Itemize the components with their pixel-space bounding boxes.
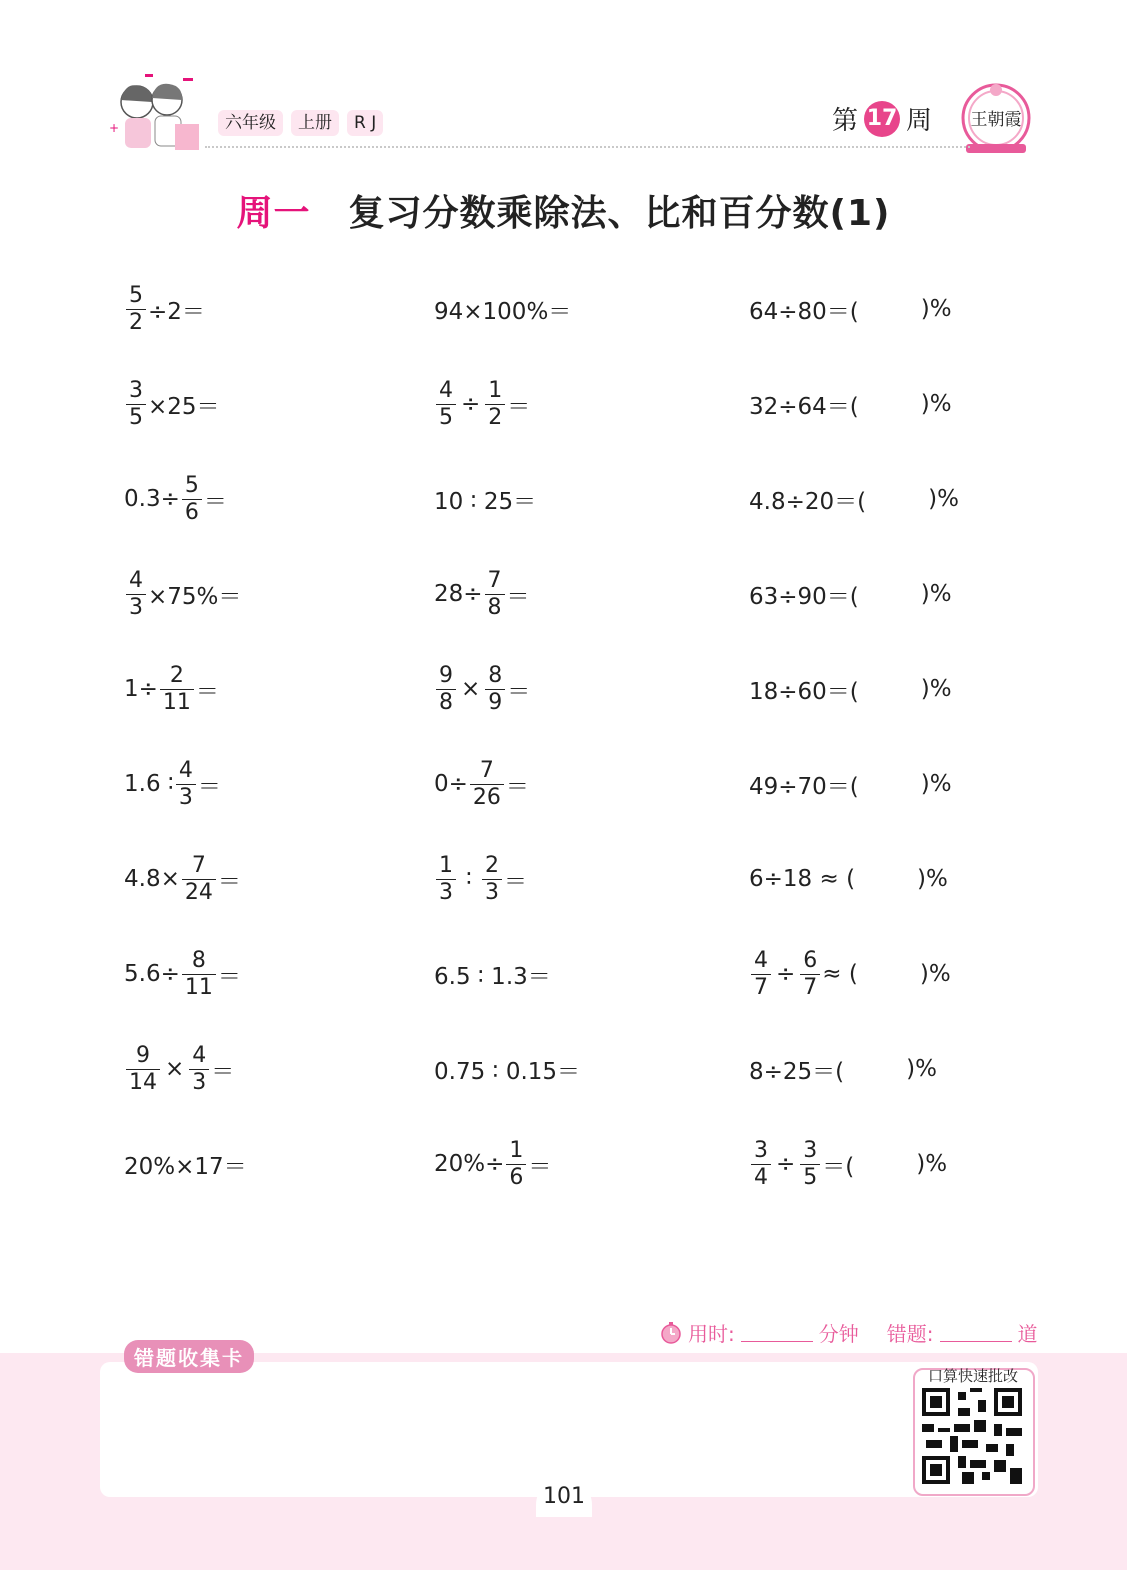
problem-c2-6: 0÷ $\frac{7}{26}$ ＝ (434, 757, 529, 810)
problem-c1-5: 1÷ $\frac{2}{11}$ ＝ (124, 662, 219, 715)
problem-c3-7: 6÷18 ≈ ( )% (749, 866, 948, 892)
qr-label: 口算快速批改 (927, 1367, 1018, 1385)
problem-c1-4: $\frac{4}{3}$ ×75%＝ (124, 559, 241, 629)
fraction: $\frac{4}{3}$ (189, 1043, 209, 1096)
svg-text:+: + (109, 121, 120, 135)
errors-blank[interactable] (940, 1323, 1012, 1342)
fraction: $\frac{7}{26}$ (470, 758, 504, 811)
problem-c1-6: 1.6 ∶ $\frac{4}{3}$ ＝ (124, 757, 221, 810)
stopwatch-icon (660, 1322, 682, 1344)
kids-illustration (105, 72, 205, 157)
edition-tag: R J (347, 110, 383, 136)
fraction: $\frac{4}{3}$ (176, 758, 196, 811)
fraction: $\frac{5}{6}$ (182, 473, 202, 526)
term-tag: 上册 (291, 110, 339, 136)
fraction: $\frac{8}{11}$ (182, 948, 216, 1001)
week-prefix: 第 (832, 106, 859, 136)
problem-c2-1: 94×100%＝ (434, 298, 572, 325)
page-title (0, 185, 1127, 236)
problem-c3-9: 8÷25＝( )% (749, 1056, 937, 1085)
book-tags (218, 110, 383, 136)
errors-unit: 道 (1017, 1322, 1038, 1346)
fraction: $\frac{3}{5}$ (126, 378, 146, 431)
problem-c2-5: $\frac{9}{8}$ × $\frac{8}{9}$ ＝ (434, 654, 530, 724)
fraction: $\frac{4}{5}$ (436, 378, 456, 431)
fraction: $\frac{9}{8}$ (436, 663, 456, 716)
fraction: $\frac{4}{7}$ (751, 948, 771, 1001)
fraction: $\frac{2}{11}$ (160, 663, 194, 716)
qr-code-icon[interactable] (922, 1388, 1022, 1484)
fraction: $\frac{2}{3}$ (482, 853, 502, 906)
fraction: $\frac{1}{2}$ (485, 378, 505, 431)
fraction: $\frac{1}{6}$ (506, 1138, 526, 1191)
problem-c1-8: 5.6÷ $\frac{8}{11}$ ＝ (124, 947, 241, 1000)
timing-record (660, 1318, 1038, 1347)
problem-c3-6: 49÷70＝( )% (749, 771, 952, 800)
topic-label: 复习分数乘除法、比和百分数(1) (348, 193, 891, 234)
problem-c1-7: 4.8× $\frac{7}{24}$ ＝ (124, 852, 241, 905)
problem-c2-3: 10 ∶ 25＝ (434, 488, 537, 515)
problem-c1-9: $\frac{9}{14}$ × $\frac{4}{3}$ ＝ (124, 1034, 234, 1104)
fraction: $\frac{7}{8}$ (485, 568, 505, 621)
problem-c1-2: $\frac{3}{5}$ ×25＝ (124, 369, 220, 439)
problem-c3-8: $\frac{4}{7}$ ÷ $\frac{6}{7}$ ≈ ( )% (749, 939, 951, 1009)
problem-c1-10: 20%×17＝ (124, 1153, 247, 1180)
problem-c3-5: 18÷60＝( )% (749, 676, 952, 705)
problem-c1-1: $\frac{5}{2}$ ÷2＝ (124, 274, 205, 344)
grade-tag: 六年级 (218, 110, 283, 136)
fraction: $\frac{5}{2}$ (126, 283, 146, 336)
time-label: 用时: (688, 1322, 735, 1346)
problem-c1-3: 0.3÷ $\frac{5}{6}$ ＝ (124, 472, 227, 525)
problem-c2-7: $\frac{1}{3}$ ∶ $\frac{2}{3}$ ＝ (434, 844, 527, 914)
week-number: 17 (864, 101, 900, 137)
day-label: 周一 (236, 193, 311, 234)
problem-c2-4: 28÷ $\frac{7}{8}$ ＝ (434, 567, 530, 620)
problem-c2-9: 0.75 ∶ 0.15＝ (434, 1058, 581, 1085)
time-blank[interactable] (741, 1323, 813, 1342)
errors-label: 错题: (886, 1322, 934, 1346)
problem-c2-2: $\frac{4}{5}$ ÷ $\frac{1}{2}$ ＝ (434, 369, 530, 439)
header-divider (205, 146, 970, 148)
problem-c3-1: 64÷80＝( )% (749, 296, 952, 325)
problem-c2-8: 6.5 ∶ 1.3＝ (434, 963, 551, 990)
week-indicator (832, 100, 932, 137)
problem-c3-2: 32÷64＝( )% (749, 391, 952, 420)
error-card-title: 错题收集卡 (124, 1340, 254, 1373)
problem-c2-10: 20%÷ $\frac{1}{6}$ ＝ (434, 1137, 552, 1190)
problem-c3-3: 4.8÷20＝( )% (749, 486, 959, 515)
fraction: $\frac{6}{7}$ (800, 948, 820, 1001)
page-number: 101 (536, 1477, 592, 1517)
fraction: $\frac{4}{3}$ (126, 568, 146, 621)
problem-c3-4: 63÷90＝( )% (749, 581, 952, 610)
fraction: $\frac{1}{3}$ (436, 853, 456, 906)
problem-c3-10: $\frac{3}{4}$ ÷ $\frac{3}{5}$ ＝( )% (749, 1129, 947, 1199)
svg-text:王朝霞: 王朝霞 (970, 110, 1022, 130)
fraction: $\frac{3}{5}$ (800, 1138, 820, 1191)
fraction: $\frac{8}{9}$ (485, 663, 505, 716)
fraction: $\frac{7}{24}$ (182, 853, 216, 906)
brand-seal-logo (960, 78, 1032, 160)
fraction: $\frac{3}{4}$ (751, 1138, 771, 1191)
fraction: $\frac{9}{14}$ (126, 1043, 160, 1096)
week-suffix: 周 (906, 106, 933, 136)
time-unit: 分钟 (818, 1322, 859, 1346)
